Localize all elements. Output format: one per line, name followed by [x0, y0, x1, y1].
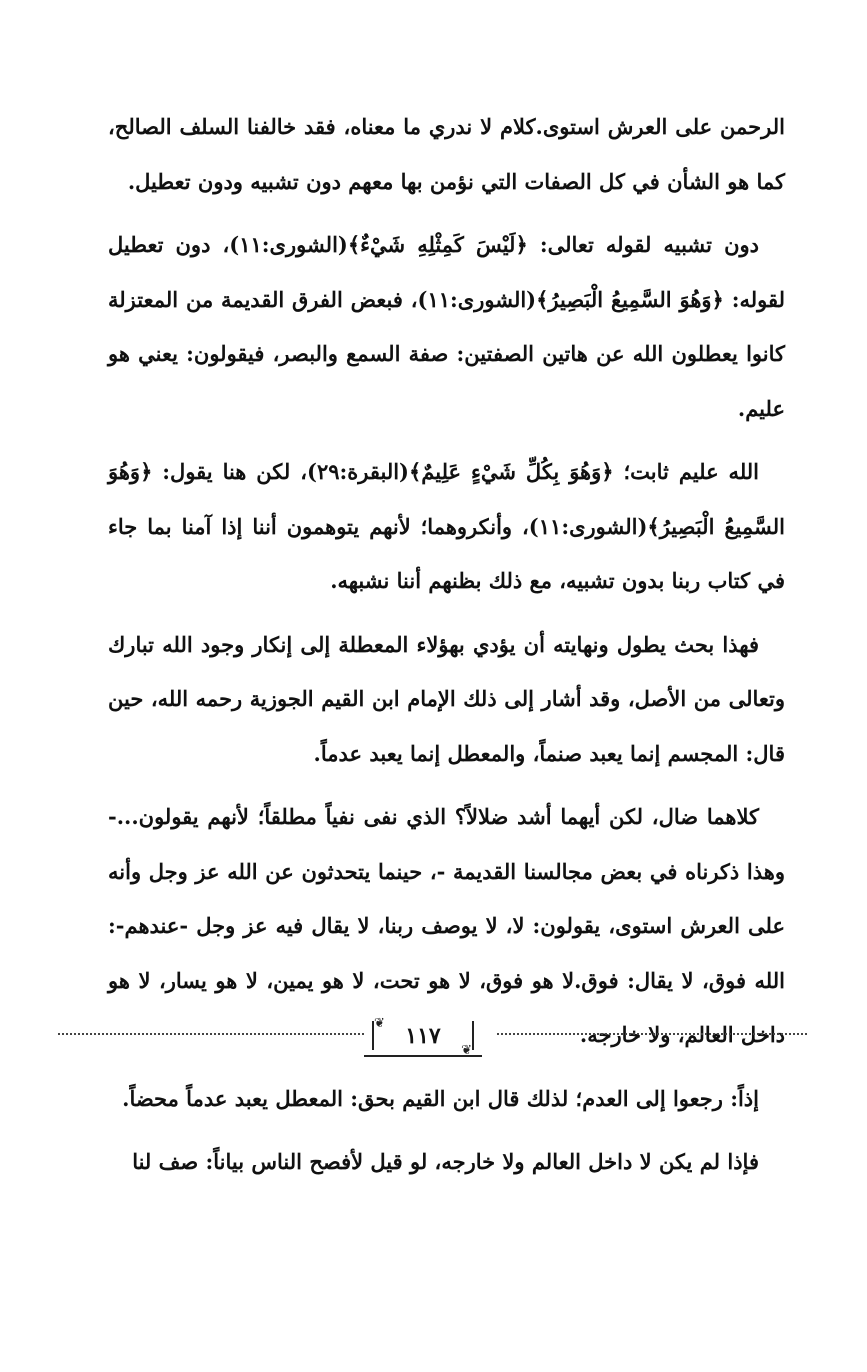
- paragraph-2: دون تشبيه لقوله تعالى: ﴿لَيْسَ كَمِثْلِهِ شَيْءٌ﴾(الشورى:١١)، دون تعطيل لقوله: ﴿وَهُوَ السَّمِيعُ الْبَصِيرُ﴾(الشورى:١١)، فبعض الفرق القديمة من المعتزلة كانوا يعطلون الله عن هاتين الصفتين: صفة السمع والبصر، فيقولون: يعني هو عليم.: [108, 232, 785, 421]
- page-number: ١١٧: [405, 1023, 441, 1049]
- paragraph-1: الرحمن على العرش استوى.كلام لا ندري ما معناه، فقد خالفنا السلف الصالح، كما هو الشأن في كل الصفات التي نؤمن بها معهم دون تشبيه ودون تعطيل.: [108, 114, 785, 194]
- footer-dotted-rule-left: [58, 1033, 364, 1035]
- page-footer: [58, 1016, 807, 1059]
- floral-ornament-icon: ❦: [374, 1016, 385, 1031]
- paragraph-5: كلاهما ضال، لكن أيهما أشد ضلالاً؟ الذي نفى نفياً مطلقاً؛ لأنهم يقولون...- وهذا ذكرناه في بعض مجالسنا القديمة -، حينما يتحدثون عن الله عز وجل وأنه على العرش استوى، يقولون: لا، لا يوصف ربنا، لا يقال فيه عز وجل -عندهم-: الله فوق، لا يقال: فوق.لا هو فوق، لا هو تحت، لا هو يمين، لا هو يسار، لا هو داخل العالم، ولا خارجه.: [108, 804, 785, 1047]
- floral-ornament-icon: ❦: [461, 1043, 472, 1058]
- footer-dotted-rule-right: [497, 1033, 807, 1035]
- paragraph-6: إذاً: رجعوا إلى العدم؛ لذلك قال ابن القيم بحق: المعطل يعبد عدماً محضاً.: [122, 1085, 759, 1111]
- paragraph-4: فهذا بحث يطول ونهايته أن يؤدي بهؤلاء المعطلة إلى إنكار وجود الله تبارك وتعالى من الأصل، وقد أشار إلى ذلك الإمام ابن القيم الجوزية رحمه الله، حين قال: المجسم إنما يعبد صنماً، والمعطل إنما يعبد عدماً.: [108, 631, 785, 766]
- paragraph-7: فإذا لم يكن لا داخل العالم ولا خارجه، لو قيل لأفصح الناس بياناً: صف لنا: [132, 1149, 759, 1174]
- page-number-frame: [364, 1016, 482, 1058]
- paragraph-3: الله عليم ثابت؛ ﴿وَهُوَ بِكُلِّ شَيْءٍ عَلِيمٌ﴾(البقرة:٢٩)، لكن هنا يقول: ﴿وَهُوَ السَّمِيعُ الْبَصِيرُ﴾(الشورى:١١)، وأنكروهما؛ لأنهم يتوهمون أننا إذا آمنا بما جاء في كتاب ربنا بدون تشبيه، مع ذلك بظنهم أننا نشبهه.: [108, 459, 785, 593]
